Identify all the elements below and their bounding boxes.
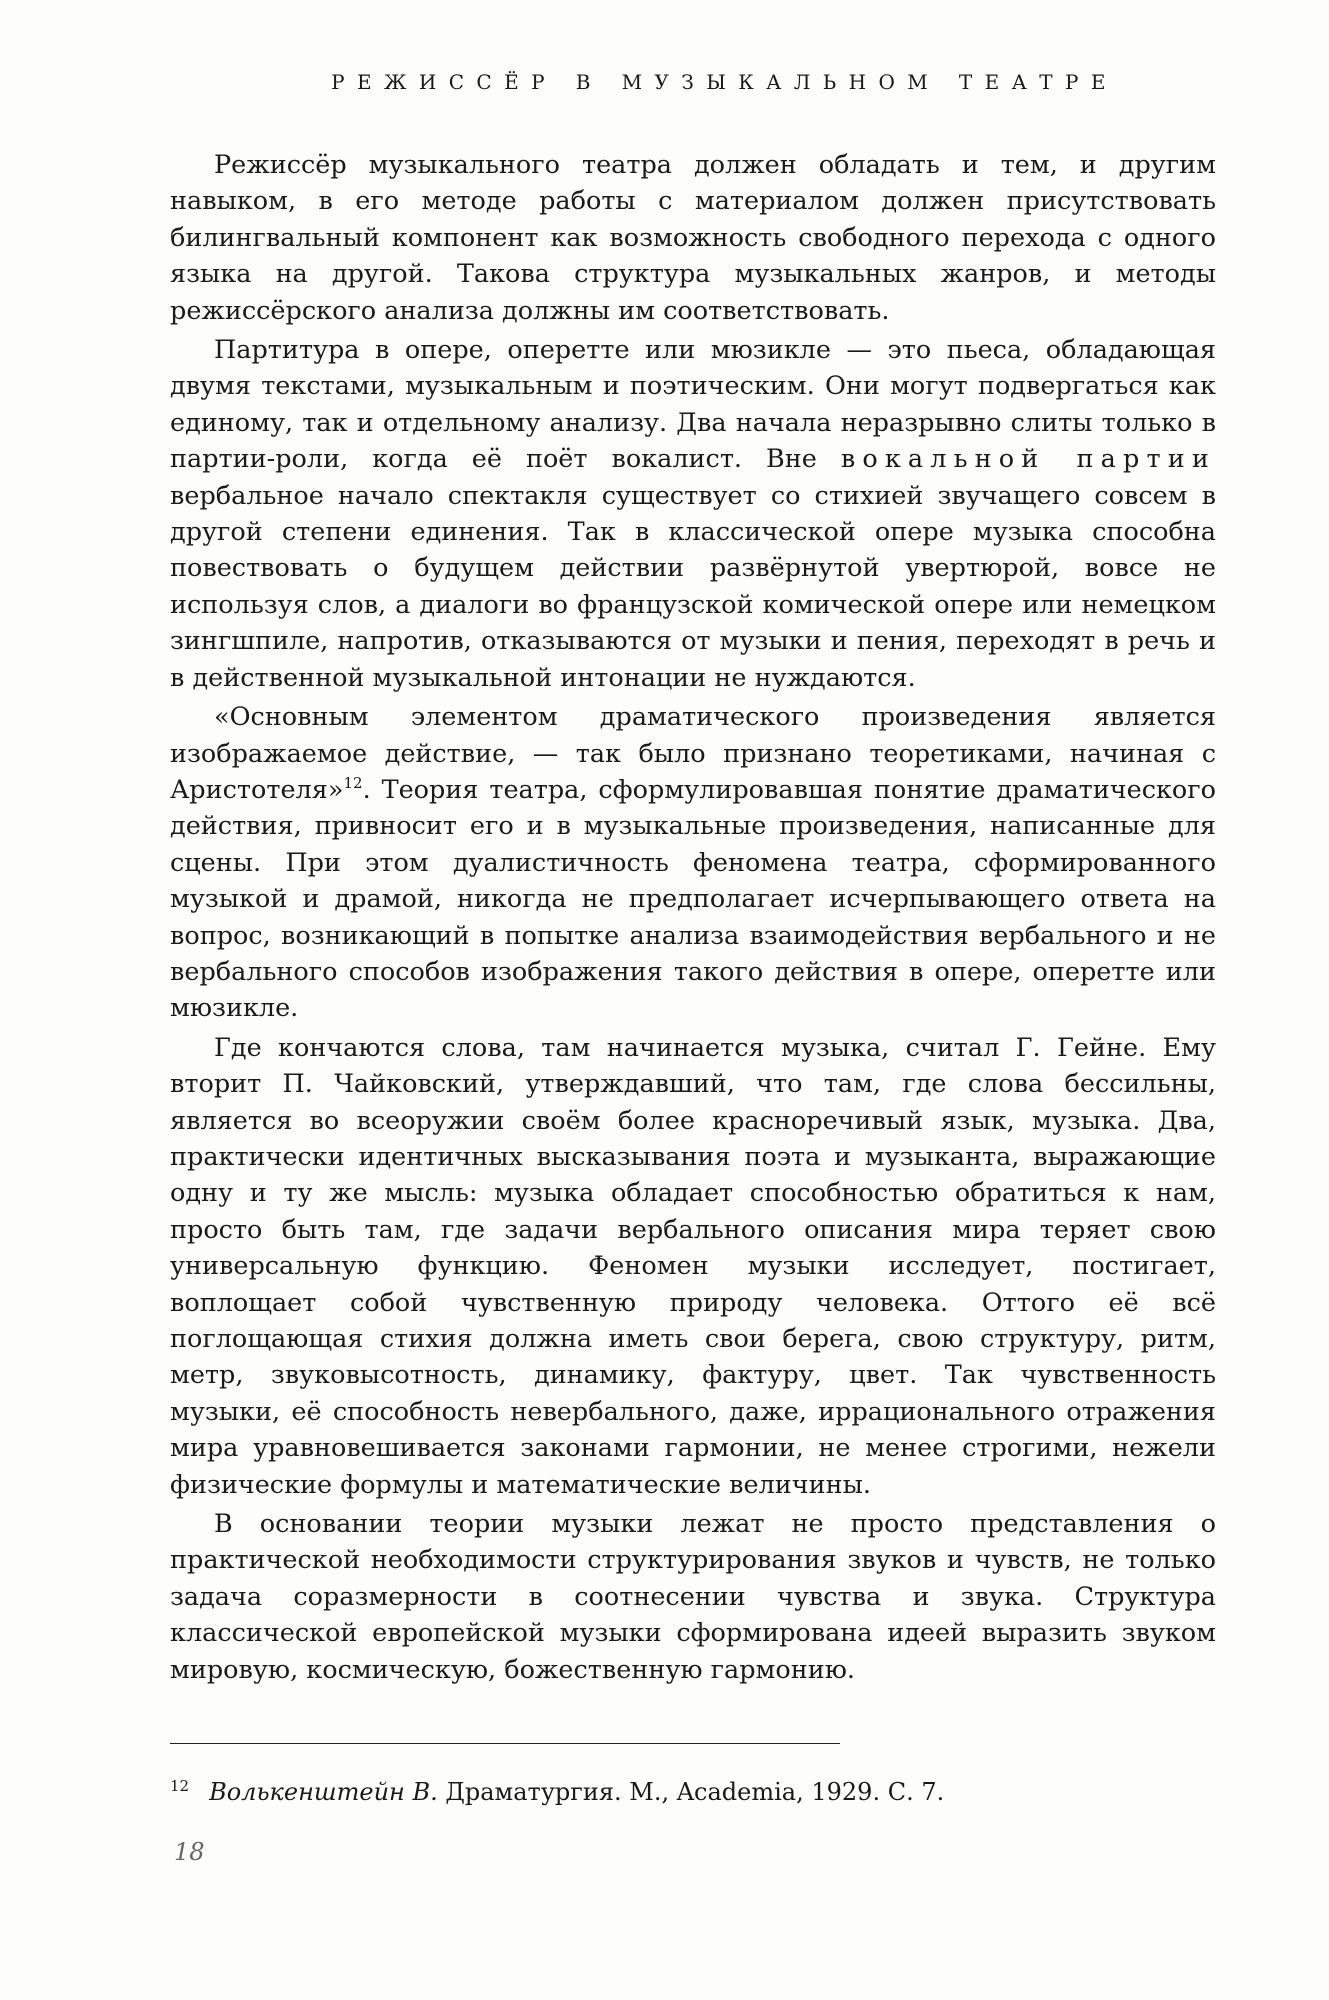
paragraph-5: В основании теории музыки лежат не просто представления о практической необходимости структурирования звуков и чувств, не только задача соразмерности в соотнесении чувства и звука. Структура классической европейской музыки сформирована идеей выразить звуком мировую, космическую, божественную гармонию. xyxy=(170,1509,1216,1685)
paragraph-2-text-a: Партитура в опере, оперетте или мюзикле — это пьеса, обладающая двумя текстами, музыкальным и поэтическим. Они могут подвергаться как единому, так и отдельному анализу. Два начала неразрывно слиты только в партии-роли, когда её поёт вокалист. Вне xyxy=(170,335,1216,475)
paragraph-3-text: . Теория театра, сформулировавшая понятие драматического действия, привносит его и в музыкальные произведения, написанные для сцены. При этом дуалистичность феномена театра, сформированного музыкой и драмой, никогда не предполагает исчерпывающего ответа на вопрос, возникающий в попытке анализа взаимодействия вербального и не вербального способов изображения такого действия в опере, оперетте или мюзикле. xyxy=(170,774,1216,1024)
paragraph-1: Режиссёр музыкального театра должен обладать и тем, и другим навыком, в его методе работы с материалом должен присутствовать билингвальный компонент как возможность свободного перехода с одного языка на другой. Такова структура музыкальных жанров, и методы режиссёрского анализа должны им соответствовать. xyxy=(170,150,1216,326)
paragraph-2 xyxy=(170,332,1216,696)
body-text xyxy=(170,147,1216,1691)
footnote-number: 12 xyxy=(170,1777,190,1795)
spaced-emphasis: вокальной партии xyxy=(840,444,1216,475)
paragraph-4: Где кончаются слова, там начинается музыка, считал Г. Гейне. Ему вторит П. Чайковский, утверждавший, что там, где слова бессильны, является во всеоружии своём более красноречивый язык, музыка. Два, практически идентичных высказывания поэта и музыканта, выражающие одну и ту же мысль: музыка обладает способностью обратиться к нам, просто быть там, где задачи вербального описания мира теряет свою универсальную функцию. Феномен музыки исследует, постигает, воплощает собой чувственную природу человека. Оттого её всё поглощающая стихия должна иметь свои берега, свою структуру, ритм, метр, звуковысотность, динамику, фактуру, цвет. Так чувственность музыки, её способность невербального, даже, иррационального отражения мира уравновешивается законами гармонии, не менее строгими, нежели физические формулы и математические величины. xyxy=(170,1032,1216,1500)
page-number: 18 xyxy=(174,1838,205,1866)
paragraph-2-text-b: вербальное начало спектакля существует со стихией звучащего совсем в другой степени единения. Так в классической опере музыка способна повествовать о будущем действии развёрнутой увертюрой, вовсе не используя слов, а диалоги во французской комической опере или немецком зингшпиле, напротив, отказываются от музыки и пения, переходят в речь и в действенной музыкальной интонации не нуждаются. xyxy=(170,480,1216,693)
running-head: РЕЖИССЁР В МУЗЫКАЛЬНОМ ТЕАТРЕ xyxy=(331,70,1118,94)
footnote-author: Волькенштейн В. xyxy=(209,1778,438,1806)
paragraph-3-quote: «Основным элементом драматического произведения является изображаемое действие, — так было признано теоретиками, начиная с Аристотеля» xyxy=(170,702,1216,805)
footnote-text: Драматургия. М., Academia, 1929. С. 7. xyxy=(445,1778,945,1806)
footnote-divider xyxy=(170,1743,840,1744)
footnote-reference[interactable]: 12 xyxy=(343,773,363,792)
footnote xyxy=(170,1770,1210,1808)
paragraph-3 xyxy=(170,699,1216,1027)
